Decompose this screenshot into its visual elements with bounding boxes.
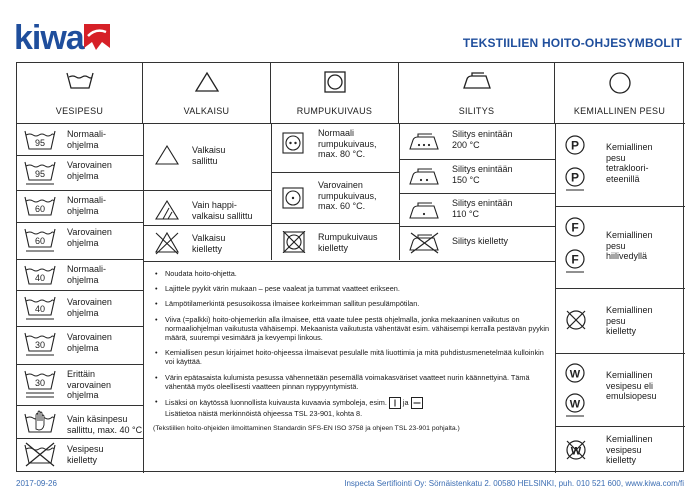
line-dry-icon bbox=[389, 397, 401, 409]
dry-clean-column bbox=[556, 124, 685, 473]
tumble-row-divider bbox=[272, 223, 399, 224]
note-item-natural-drying bbox=[153, 397, 555, 418]
tumble-gentle-icon bbox=[282, 187, 304, 214]
header-dry-clean bbox=[555, 63, 684, 123]
wash-label-6: Varovainen ohjelma bbox=[67, 332, 112, 353]
dry-row-divider bbox=[556, 426, 685, 427]
dry-label-4: Kemiallinen vesipesu kielletty bbox=[606, 434, 653, 465]
wash-label-9: Vesipesu kielletty bbox=[67, 444, 104, 465]
header-wash-label: VESIPESU bbox=[55, 106, 104, 116]
header-bleach bbox=[143, 63, 271, 123]
note-item: • Viiva (=palkki) hoito-ohjemerkin alla ilmaisee, että vaate tulee pestä ohjelmalla, jonka mekaaninen vaikutus on normaaliohjelman vaikutusta vähäisempi. Mekaanista vaikutusta vähentävät esim. vähäisempi kerralla pestävän pyykin määrä, suurempi vesimäärä ja kevyempi linkous. bbox=[153, 315, 555, 343]
wash-tub-icon bbox=[65, 71, 95, 91]
logo-text: kiwa bbox=[14, 19, 84, 57]
wash-label-8: Vain käsinpesu sallittu, max. 40 °C bbox=[67, 414, 143, 435]
kiwa-logo bbox=[14, 18, 114, 58]
bleach-row-divider bbox=[144, 225, 271, 226]
wash-label-7: Erittäin varovainen ohjelma bbox=[67, 369, 112, 400]
footer-company: Inspecta Sertifiointi Oy: Sörnäistenkatu 2. 00580 HELSINKI, puh. 010 521 600, www.kiwa.com/fi bbox=[344, 479, 684, 488]
standard-footnote: (Tekstiilien hoito-ohjeiden ilmoittaminen Standardin SFS-EN ISO 3758 ja ohjeen TSL 23-901 pohjalta.) bbox=[153, 425, 460, 433]
note-last-before: Lisäksi on käytössä luonnollista kuivausta kuvaavia symboleja, esim. bbox=[165, 397, 387, 407]
footer-date: 2017-09-26 bbox=[16, 479, 57, 488]
note-last-after: Lisätietoa näistä merkinnöistä ohjeessa TSL 23-901, kohta 8. bbox=[165, 409, 363, 419]
dry-row-divider bbox=[556, 206, 685, 207]
wash-row-divider bbox=[17, 364, 143, 365]
wash-60-normal-icon bbox=[23, 194, 57, 223]
header-dry-label: KEMIALLINEN PESU bbox=[573, 106, 666, 116]
wash-row-divider bbox=[17, 259, 143, 260]
wash-row-divider bbox=[17, 190, 143, 191]
iron-label-0: Silitys enintään 200 °C bbox=[452, 129, 513, 150]
header-iron bbox=[399, 63, 555, 123]
dry-letter-1: F bbox=[571, 220, 579, 235]
wash-label-2: Normaali- ohjelma bbox=[67, 195, 107, 216]
dry-clean-circle-icon bbox=[608, 71, 632, 95]
dry-letter-0: P bbox=[570, 138, 580, 153]
bleach-triangle-icon bbox=[194, 71, 220, 93]
tumble-label-2: Rumpukuivaus kielletty bbox=[318, 232, 378, 253]
iron-icon bbox=[462, 71, 492, 91]
do-not-tumble-icon bbox=[282, 231, 306, 258]
hand-wash-icon bbox=[23, 409, 57, 440]
wash-40-normal-icon bbox=[23, 263, 57, 292]
dry-label-1: Kemiallinen pesu hiilivedyllä bbox=[606, 230, 653, 261]
wash-column bbox=[17, 124, 143, 473]
wash-label-0: Normaali- ohjelma bbox=[67, 129, 107, 150]
wash-temp-5: 40 bbox=[34, 304, 46, 314]
iron-150-icon bbox=[408, 168, 440, 191]
wash-temp-1: 95 bbox=[34, 169, 46, 179]
wash-temp-4: 40 bbox=[34, 273, 46, 283]
note-item: • Kemiallisen pesun kirjaimet hoito-ohjeessa ilmaisevat pesulalle mitä liuottimia ja mitä puhdistusmenetelmää kulloinkin voi käyttää. bbox=[153, 348, 555, 366]
dry-letter-0b: P bbox=[570, 170, 580, 185]
iron-label-1: Silitys enintään 150 °C bbox=[452, 164, 513, 185]
note-last-middle: ja bbox=[402, 397, 409, 407]
dry-letter-3: W bbox=[569, 368, 581, 381]
tumble-column bbox=[272, 124, 399, 261]
wash-row-divider bbox=[17, 222, 143, 223]
wash-label-3: Varovainen ohjelma bbox=[67, 227, 112, 248]
dry-letter-3b: W bbox=[569, 398, 581, 411]
wash-temp-6: 30 bbox=[34, 340, 46, 350]
note-item: • Värin epätasaista kulumista pesussa vähennetään pesemällä voimakasväriset vaatteet nurin käännettyinä. Tämä vähentää myös oleellisesti vaatteen pinnan nyppyyntymistä. bbox=[153, 373, 555, 391]
notes-block bbox=[153, 269, 555, 433]
tumble-row-divider bbox=[272, 172, 399, 173]
bleach-label-2: Valkaisu kielletty bbox=[192, 233, 226, 254]
wash-temp-0: 95 bbox=[34, 138, 46, 148]
logo-flag-icon bbox=[82, 22, 112, 52]
do-not-iron-icon bbox=[408, 232, 440, 259]
iron-label-3: Silitys kielletty bbox=[452, 236, 509, 246]
wash-row-divider bbox=[17, 326, 143, 327]
care-symbol-table bbox=[16, 62, 684, 472]
do-not-wet-clean-icon bbox=[564, 438, 588, 467]
dry-clean-f-icon bbox=[564, 216, 586, 279]
dry-label-2: Kemiallinen pesu kielletty bbox=[606, 305, 653, 336]
wash-label-4: Normaali- ohjelma bbox=[67, 264, 107, 285]
iron-200-icon bbox=[408, 133, 440, 156]
tumble-label-0: Normaali rumpukuivaus, max. 80 °C. bbox=[318, 128, 377, 159]
do-not-wash-icon bbox=[23, 442, 57, 473]
wash-30-very-gentle-icon bbox=[23, 368, 57, 405]
header-tumble-label: RUMPUKUIVAUS bbox=[296, 106, 373, 116]
do-not-dry-clean-icon bbox=[564, 308, 588, 337]
bleach-allowed-icon bbox=[154, 144, 180, 171]
wash-30-gentle-icon bbox=[23, 330, 57, 363]
wash-95-normal-icon bbox=[23, 128, 57, 157]
wash-label-5: Varovainen ohjelma bbox=[67, 297, 112, 318]
dry-letter-1b: F bbox=[571, 252, 579, 267]
wash-row-divider bbox=[17, 290, 143, 291]
bleach-column bbox=[144, 124, 271, 261]
dry-row-divider bbox=[556, 353, 685, 354]
notes-top-divider bbox=[143, 261, 555, 262]
bleach-label-0: Valkaisu sallittu bbox=[192, 145, 226, 166]
header-wash bbox=[17, 63, 143, 123]
wash-40-gentle-icon bbox=[23, 294, 57, 327]
bleach-row-divider bbox=[144, 190, 271, 191]
iron-column bbox=[400, 124, 555, 261]
tumble-normal-icon bbox=[282, 132, 304, 159]
iron-row-divider bbox=[400, 193, 555, 194]
svg-text:W: W bbox=[570, 445, 582, 458]
note-item: • Lajittele pyykit värin mukaan – pese vaaleat ja tummat vaatteet erikseen. bbox=[153, 284, 555, 293]
wash-temp-3: 60 bbox=[34, 236, 46, 246]
wash-row-divider bbox=[17, 155, 143, 156]
note-item: • Noudata hoito-ohjetta. bbox=[153, 269, 555, 278]
header-tumble bbox=[271, 63, 399, 123]
iron-label-2: Silitys enintään 110 °C bbox=[452, 198, 513, 219]
note-item: • Lämpötilamerkintä pesusoikossa ilmaisee korkeimman sallitun pesulämpötilan. bbox=[153, 299, 555, 308]
iron-row-divider bbox=[400, 159, 555, 160]
dry-row-divider bbox=[556, 288, 685, 289]
wash-temp-7: 30 bbox=[34, 378, 46, 388]
dry-clean-p-icon bbox=[564, 134, 586, 197]
header-bleach-label: VALKAISU bbox=[183, 106, 230, 116]
iron-row-divider bbox=[400, 226, 555, 227]
wash-label-1: Varovainen ohjelma bbox=[67, 160, 112, 181]
wash-95-gentle-icon bbox=[23, 159, 57, 192]
oxygen-bleach-only-icon bbox=[154, 199, 180, 226]
bleach-label-1: Vain happi- valkaisu sallittu bbox=[192, 200, 253, 221]
dry-label-3: Kemiallinen vesipesu eli emulsiopesu bbox=[606, 370, 657, 401]
document-title: TEKSTIILIEN HOITO-OHJESYMBOLIT bbox=[462, 36, 682, 50]
wash-row-divider bbox=[17, 438, 143, 439]
dry-label-0: Kemiallinen pesu tetrakloori- eteenillä bbox=[606, 142, 653, 184]
wash-row-divider bbox=[17, 405, 143, 406]
header-iron-label: SILITYS bbox=[458, 106, 495, 116]
iron-110-icon bbox=[408, 202, 440, 225]
wash-temp-2: 60 bbox=[34, 204, 46, 214]
flat-dry-icon bbox=[411, 397, 423, 409]
do-not-bleach-icon bbox=[154, 231, 180, 260]
wet-clean-w-icon bbox=[564, 362, 586, 427]
tumble-label-1: Varovainen rumpukuivaus, max. 60 °C. bbox=[318, 180, 377, 211]
tumble-dry-icon bbox=[323, 71, 347, 93]
wash-60-gentle-icon bbox=[23, 226, 57, 259]
